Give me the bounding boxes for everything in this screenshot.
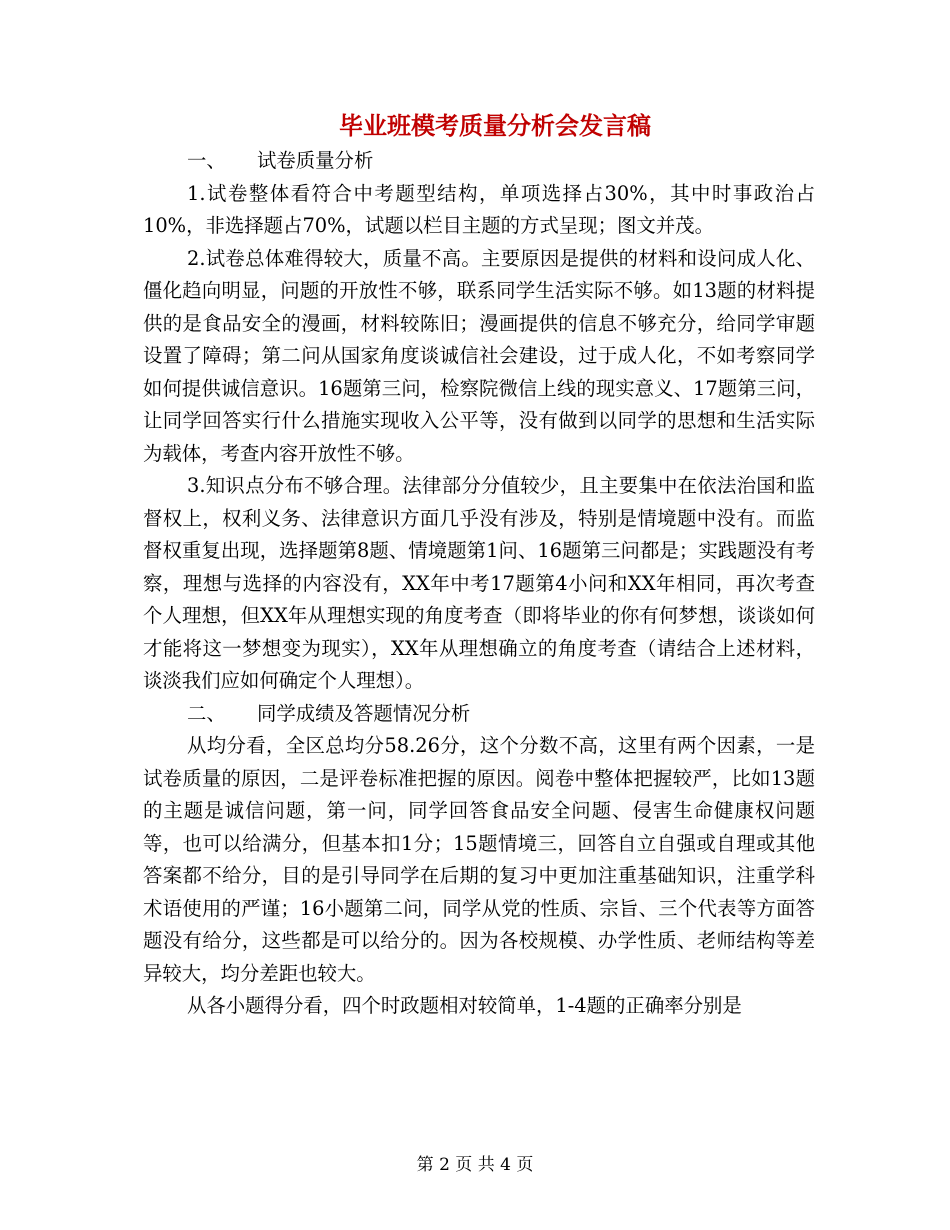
section-number-1: 一、 <box>187 149 226 172</box>
page-footer: 第 2 页 共 4 页 <box>416 1155 534 1175</box>
paragraph-1-2: 2.试卷总体难得较大，质量不高。主要原因是提供的材料和设问成人化、僵化趋向明显，问题的开放性不够，联系同学生活实际不够。如13题的材料提供的是食品安全的漫画，材料较陈旧；漫画提供的信息不够充分，给同学审题设置了障碍；第二问从国家角度谈诚信社会建设，过于成人化，不如考察同学如何提供诚信意识。16题第三问，检察院微信上线的现实意义、17题第三问，让同学回答实行什么措施实现收入公平等，没有做到以同学的思想和生活实际为载体，考查内容开放性不够。 <box>143 246 815 465</box>
section-title-1: 试卷质量分析 <box>257 149 374 172</box>
section-heading-2 <box>143 698 815 731</box>
paragraph-1-3: 3.知识点分布不够合理。法律部分分值较少，且主要集中在依法治国和监督权上，权利义务、法律意识方面几乎没有涉及，特别是情境题中没有。而监督权重复出现，选择题第8题、情境题第1问、16题第三问都是；实践题没有考察，理想与选择的内容没有，XX年中考17题第4小问和XX年相同，再次考查个人理想，但XX年从理想实现的角度考查（即将毕业的你有何梦想，谈谈如何才能将这一梦想变为现实），XX年从理想确立的角度考查（请结合上述材料，谈淡我们应如何确定个人理想）。 <box>143 474 815 692</box>
paragraph-2-2: 从各小题得分看，四个时政题相对较简单，1-4题的正确率分别是 <box>187 994 742 1017</box>
document-title: 毕业班模考质量分析会发言稿 <box>339 112 651 140</box>
section-title-2: 同学成绩及答题情况分析 <box>257 701 471 725</box>
paragraph-2-1: 从均分看，全区总均分58.26分，这个分数不高，这里有两个因素，一是试卷质量的原因，二是评卷标准把握的原因。阅卷中整体把握较严，比如13题的主题是诚信问题，第一问，同学回答食品安全问题、侵害生命健康权问题等，也可以给满分，但基本扣1分；15题情境三，回答自立自强或自理或其他答案都不给分，目的是引导同学在后期的复习中更加注重基础知识，注重学科术语使用的严谨；16小题第二问，同学从党的性质、宗旨、三个代表等方面答题没有给分，这些都是可以给分的。因为各校规模、办学性质、老师结构等差异较大，均分差距也较大。 <box>143 734 815 985</box>
section-heading-1 <box>143 145 815 178</box>
document-body <box>143 145 815 1023</box>
paragraph-1-1: 1.试卷整体看符合中考题型结构，单项选择占30%，其中时事政治占10%，非选择题占70%，试题以栏目主题的方式呈现；图文并茂。 <box>143 181 815 237</box>
section-number-2: 二、 <box>187 701 226 725</box>
